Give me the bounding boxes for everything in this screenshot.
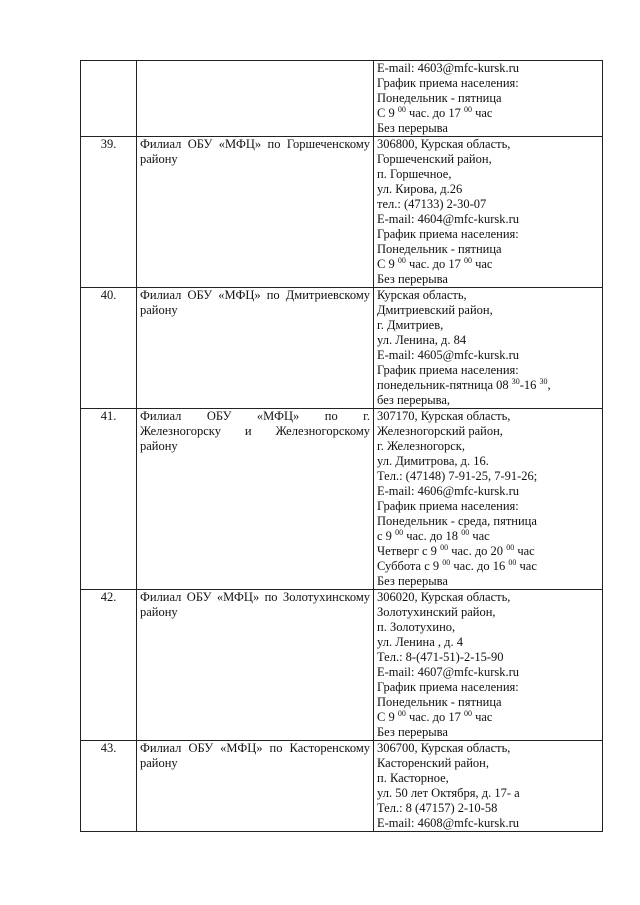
contact-line: Без перерыва (377, 725, 448, 739)
contact-line: Понедельник - пятница (377, 91, 502, 105)
time-minutes: 00 (395, 528, 404, 537)
contact-line: г. Дмитриев, (377, 318, 444, 332)
contact-line: Тел.: (47148) 7-91-25, 7-91-26; (377, 469, 538, 483)
contact-line: ул. Кирова, д.26 (377, 182, 463, 196)
time-text: С 9 (377, 710, 398, 724)
branch-name (137, 409, 374, 590)
table-row (81, 137, 603, 288)
time-minutes: 00 (463, 709, 472, 718)
contact-line (377, 378, 599, 393)
branch-contacts (374, 61, 603, 137)
contact-line: Без перерыва (377, 121, 448, 135)
time-text: час (471, 106, 493, 120)
time-text: час (469, 529, 490, 543)
contact-line (377, 529, 599, 544)
time-text: час. до 17 (405, 710, 464, 724)
table-row (81, 61, 603, 137)
time-text: час. до 16 (450, 559, 509, 573)
table-row (81, 409, 603, 590)
contact-line: ул. 50 лет Октября, д. 17- а (377, 786, 520, 800)
time-text: -16 (519, 378, 540, 392)
contact-line: Железногорский район, (377, 424, 503, 438)
time-text: час. до 20 (448, 544, 507, 558)
branch-name (137, 61, 374, 137)
time-minutes: 00 (506, 543, 515, 552)
branch-name (137, 288, 374, 409)
contact-line: тел.: (47133) 2-30-07 (377, 197, 487, 211)
contact-line: 307170, Курская область, (377, 409, 511, 423)
branch-name-line: району (140, 152, 178, 166)
time-minutes: 00 (463, 256, 472, 265)
contact-line: Тел.: 8 (47157) 2-10-58 (377, 801, 498, 815)
contact-line: Дмитриевский район, (377, 303, 493, 317)
contact-line (377, 544, 599, 559)
branch-name (137, 137, 374, 288)
time-minutes: 00 (397, 709, 406, 718)
branch-name-line: району (140, 303, 178, 317)
branch-contacts (374, 137, 603, 288)
branch-name-line: району (140, 439, 178, 453)
row-number (81, 61, 137, 137)
time-text: час. до 18 (403, 529, 462, 543)
contact-line: Без перерыва (377, 574, 448, 588)
time-minutes: 00 (508, 558, 517, 567)
contact-line: п. Горшечное, (377, 167, 452, 181)
time-text: Четверг с 9 (377, 544, 441, 558)
time-text: час. до 17 (405, 257, 464, 271)
branch-contacts (374, 288, 603, 409)
contact-line: Курская область, (377, 288, 467, 302)
time-text: час. до 17 (405, 106, 464, 120)
time-text: понедельник-пятница 08 (377, 378, 512, 392)
contact-line (377, 710, 599, 725)
table-row (81, 590, 603, 741)
time-minutes: 30 (539, 377, 548, 386)
time-minutes: 00 (461, 528, 470, 537)
mfc-branches-table (80, 60, 603, 832)
contact-line: п. Касторное, (377, 771, 449, 785)
time-text: С 9 (377, 257, 398, 271)
branch-contacts (374, 409, 603, 590)
contact-line: График приема населения: (377, 76, 519, 90)
time-minutes: 00 (442, 558, 451, 567)
table-row (81, 741, 603, 832)
contact-line: E-mail: 4606@mfc-kursk.ru (377, 484, 520, 498)
time-minutes: 30 (511, 377, 520, 386)
branch-name (137, 741, 374, 832)
row-number: 42. (81, 590, 137, 741)
time-text: час (516, 559, 537, 573)
contact-line: ул. Ленина , д. 4 (377, 635, 463, 649)
contact-line: График приема населения: (377, 680, 519, 694)
time-text: , (547, 378, 551, 392)
table-row (81, 288, 603, 409)
time-minutes: 00 (397, 105, 406, 114)
branch-name-line: Филиал ОБУ «МФЦ» по Касторенскому (140, 741, 370, 755)
time-minutes: 00 (397, 256, 406, 265)
contact-line: без перерыва, (377, 393, 451, 407)
contact-line (377, 106, 599, 121)
contact-line: Понедельник - пятница (377, 242, 502, 256)
branch-name-line: Железногорску и Железногорскому (140, 424, 370, 438)
contact-line: Золотухинский район, (377, 605, 496, 619)
contact-line: График приема населения: (377, 227, 519, 241)
branch-contacts (374, 741, 603, 832)
time-minutes: 00 (463, 105, 472, 114)
contact-line: График приема населения: (377, 363, 519, 377)
contact-line: E-mail: 4608@mfc-kursk.ru (377, 816, 520, 830)
time-text: час (471, 710, 493, 724)
contact-line: Понедельник - пятница (377, 695, 502, 709)
contact-line: 306700, Курская область, (377, 741, 511, 755)
contact-line (377, 559, 599, 574)
branch-name-line: Филиал ОБУ «МФЦ» по Золотухинскому (140, 590, 370, 604)
time-text: С 9 (377, 106, 398, 120)
branch-name-line: Филиал ОБУ «МФЦ» по Дмитриевскому (140, 288, 370, 302)
contact-line: Горшеченский район, (377, 152, 492, 166)
branch-name-line: Филиал ОБУ «МФЦ» по Горшеченскому (140, 137, 370, 151)
contact-line: Касторенский район, (377, 756, 489, 770)
branch-contacts (374, 590, 603, 741)
contact-line: г. Железногорск, (377, 439, 465, 453)
branch-name-line: району (140, 605, 178, 619)
row-number: 41. (81, 409, 137, 590)
contact-line: п. Золотухино, (377, 620, 456, 634)
branch-name-line: району (140, 756, 178, 770)
contact-line: ул. Димитрова, д. 16. (377, 454, 489, 468)
contact-line: E-mail: 4604@mfc-kursk.ru (377, 212, 520, 226)
branch-name-line: Филиал ОБУ «МФЦ» по г. (140, 409, 370, 423)
contact-line: E-mail: 4603@mfc-kursk.ru (377, 61, 520, 75)
row-number: 43. (81, 741, 137, 832)
row-number: 39. (81, 137, 137, 288)
contact-line: E-mail: 4605@mfc-kursk.ru (377, 348, 520, 362)
time-minutes: 00 (440, 543, 449, 552)
time-text: час (471, 257, 493, 271)
branch-name (137, 590, 374, 741)
row-number: 40. (81, 288, 137, 409)
contact-line: График приема населения: (377, 499, 519, 513)
time-text: Суббота с 9 (377, 559, 443, 573)
contact-line: E-mail: 4607@mfc-kursk.ru (377, 665, 520, 679)
time-text: час (514, 544, 535, 558)
contact-line: ул. Ленина, д. 84 (377, 333, 467, 347)
contact-line: Тел.: 8-(471-51)-2-15-90 (377, 650, 504, 664)
contact-line (377, 257, 599, 272)
contact-line: 306800, Курская область, (377, 137, 511, 151)
time-text: с 9 (377, 529, 396, 543)
contact-line: Без перерыва (377, 272, 448, 286)
contact-line: Понедельник - среда, пятница (377, 514, 537, 528)
contact-line: 306020, Курская область, (377, 590, 511, 604)
table-body (81, 61, 603, 832)
